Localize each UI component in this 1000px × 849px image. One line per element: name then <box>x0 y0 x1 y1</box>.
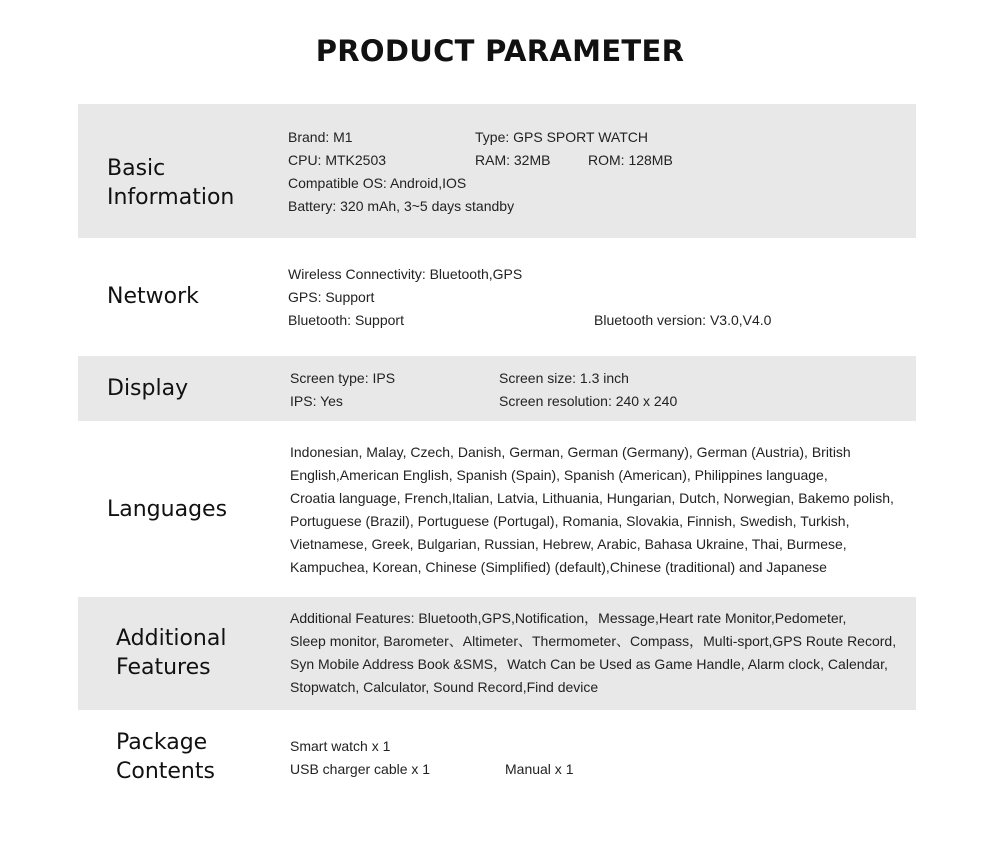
field-manual: Manual x 1 <box>505 761 574 777</box>
field-ips: IPS: Yes <box>290 393 343 409</box>
section-label-line: Information <box>107 185 235 210</box>
section-label-network: Network <box>107 284 199 309</box>
additional-features-list <box>290 607 896 699</box>
section-package-contents <box>78 710 916 810</box>
section-languages <box>78 421 916 597</box>
field-gps: GPS: Support <box>288 289 375 305</box>
section-basic-information <box>78 104 916 238</box>
languages-line: Indonesian, Malay, Czech, Danish, German, German (Germany), German (Austria), British <box>290 444 851 460</box>
section-label-additional-features <box>116 624 226 682</box>
languages-line: Vietnamese, Greek, Bulgarian, Russian, Hebrew, Arabic, Bahasa Ukraine, Thai, Burmese, <box>290 536 847 552</box>
field-compatible-os: Compatible OS: Android,IOS <box>288 175 467 191</box>
languages-line: Kampuchea, Korean, Chinese (Simplified) (default),Chinese (traditional) and Japanese <box>290 559 827 575</box>
languages-line: Portuguese (Brazil), Portuguese (Portugal), Romania, Slovakia, Finnish, Swedish, Turkish, <box>290 513 850 529</box>
features-line: Stopwatch, Calculator, Sound Record,Find device <box>290 679 599 695</box>
section-display <box>78 356 916 421</box>
field-type: Type: GPS SPORT WATCH <box>475 129 648 145</box>
page-title: PRODUCT PARAMETER <box>315 34 685 68</box>
section-label-line: Contents <box>116 759 215 784</box>
field-wireless-connectivity: Wireless Connectivity: Bluetooth,GPS <box>288 266 523 282</box>
field-smart-watch: Smart watch x 1 <box>290 738 391 754</box>
section-additional-features <box>78 597 916 710</box>
section-label-line: Additional <box>116 626 227 651</box>
languages-line: Croatia language, French,Italian, Latvia, Lithuania, Hungarian, Dutch, Norwegian, Bakemo polish, <box>290 490 894 506</box>
section-label-display: Display <box>107 376 189 401</box>
section-label-line: Features <box>116 655 211 680</box>
section-label-package-contents <box>116 728 215 786</box>
field-bluetooth: Bluetooth: Support <box>288 312 404 328</box>
languages-line: English,American English, Spanish (Spain), Spanish (American), Philippines language, <box>290 467 828 483</box>
field-brand: Brand: M1 <box>288 129 353 145</box>
field-usb-charger: USB charger cable x 1 <box>290 761 431 777</box>
field-battery: Battery: 320 mAh, 3~5 days standby <box>288 198 515 214</box>
section-network <box>78 238 916 356</box>
field-bluetooth-version: Bluetooth version: V3.0,V4.0 <box>594 312 772 328</box>
features-line: Syn Mobile Address Book &SMS，Watch Can be Used as Game Handle, Alarm clock, Calendar, <box>290 656 888 672</box>
field-screen-type: Screen type: IPS <box>290 370 396 386</box>
field-cpu: CPU: MTK2503 <box>288 152 387 168</box>
section-label-basic-information <box>107 154 234 212</box>
features-line: Additional Features: Bluetooth,GPS,Notification，Message,Heart rate Monitor,Pedometer, <box>290 610 847 626</box>
languages-list <box>290 441 894 579</box>
features-line: Sleep monitor, Barometer、Altimeter、Thermometer、Compass，Multi-sport,GPS Route Record, <box>290 633 897 649</box>
field-screen-size: Screen size: 1.3 inch <box>499 370 629 386</box>
section-label-line: Basic <box>107 156 166 181</box>
section-label-line: Package <box>116 730 208 755</box>
section-label-languages: Languages <box>107 497 228 522</box>
field-rom: ROM: 128MB <box>588 152 673 168</box>
field-screen-resolution: Screen resolution: 240 x 240 <box>499 393 678 409</box>
field-ram: RAM: 32MB <box>475 152 551 168</box>
